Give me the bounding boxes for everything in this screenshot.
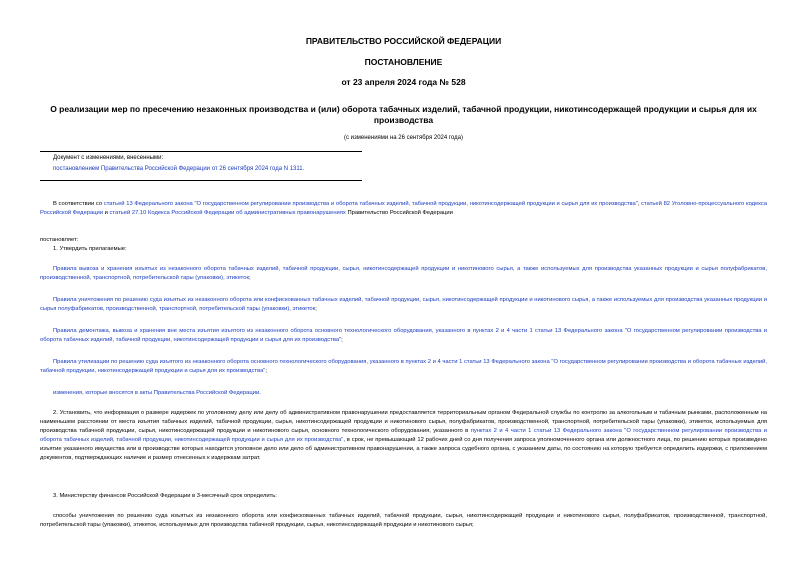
act-type-heading: ПОСТАНОВЛЕНИЕ [364,57,443,67]
amendments-link[interactable]: изменения, которые вносятся в акты Правительства Российской Федерации [53,390,260,396]
paragraph-2-text-b: , в срок, не превышающий 12 рабочих дней со дня получения запроса уполномоченного органа или должностного лица, по решению которых произведено изъятие указанного имущества или в производстве которых находится уголовное дело или дело об административном правонарушении, а также запроса судебного органа, с указанием даты, по состоянию на которую требуется определить издержки, с приложением документов, подтверждающих наличие и размер отнесенных к издержкам затрат. [40,437,767,461]
preamble-paragraph [40,200,767,218]
rules-item-3-end: ; [341,337,343,343]
admin-code-article-27-10-link[interactable]: статьей 27.10 Кодекса Российской Федерации об административных правонарушениях [109,210,346,216]
rules-item-1 [40,265,767,283]
law-article-13-link[interactable]: статьей 13 Федерального закона "О государственном регулировании производства и оборота табачных изделий, табачной продукции, никотинсодержащей продукции и сырья для их производства" [103,201,638,207]
preamble-and: и [103,210,110,216]
rules-item-2-end: ; [315,306,317,312]
rules-item-4 [40,358,767,376]
rules-item-5-end: . [259,390,261,396]
preamble-separator: , [637,201,642,207]
rules-item-2 [40,296,767,314]
paragraph-3-item-a: способы уничтожения по решению суда изъятых из незаконного оборота или конфискованных табачных изделий, табачной продукции, сырья, никотинсодержащей продукции и никотинового сырья, полуфабрикатов, производственной, транспортной, потребительской тары (упаковки), этикеток, используемых для производства табачной продукции, сырья, никотинсодержащей продукции и никотинового сырья; [40,513,767,528]
rules-item-4-end: ; [265,368,267,374]
amended-note: (с изменениями на 26 сентября 2024 года) [344,135,463,141]
divider-bottom [40,180,362,181]
rules-storage-link[interactable]: Правила вывоза и хранения изъятых из незаконного оборота табачных изделий, табачной продукции, сырья, никотинсодержащей продукции и никотинового сырья, а также используемых для производства указанных продукции и сырья полуфабрикатов, производственной, транспортной, потребительской тары (упаковки), этикеток [40,266,767,281]
law-points-2-4-link[interactable]: пунктах 2 и 4 части 1 статьи 13 Федерального закона "О государственном регулировании производства и оборота табачных изделий, табачной продукции, никотинсодержащей продукции и сырья для их производства" [40,428,767,443]
paragraph-2-text-a: 2. Установить, что информация о размере издержек по уголовному делу или делу об административном правонарушении предоставляется территориальным органом Федеральной службы по контролю за алкогольным и табачным рынками, расположенным на наименьшем расстоянии от места изъятия табачных изделий, табачной продукции, сырья, никотинсодержащей продукции и никотинового сырья, полуфабрикатов, производственной, транспортной, потребительской тары (упаковки), этикеток, используемых для производства табачной продукции, сырья, никотинсодержащей продукции и никотинового сырья, основного технологического оборудования, указанного в [40,410,767,434]
doc-info-label: Документ с изменениями, внесенными: [53,155,164,161]
paragraph-1: 1. Утвердить прилагаемые: [53,246,127,252]
paragraph-3: 3. Министерству финансов Российской Федерации в 3-месячный срок определить: [53,493,277,499]
resolves-text: постановляет: [40,237,79,243]
rules-item-3 [40,327,767,345]
rules-item-1-end: ; [249,275,251,281]
rules-destruction-link[interactable]: Правила уничтожения по решению суда изъятых из незаконного оборота или конфискованных табачных изделий, табачной продукции, сырья, никотинсодержащей продукции и никотинового сырья, а также используемых для производства указанных продукции и сырья полуфабрикатов, производственной, транспортной, потребительской тары (упаковки), этикеток [40,297,767,312]
rules-disposal-link[interactable]: Правила утилизации по решению суда изъятого из незаконного оборота основного технологического оборудования, указанного в пунктах 2 и 4 части 1 статьи 13 Федерального закона "О государственном регулировании производства и оборота табачных изделий, табачной продукции, никотинсодержащей продукции и сырья для их производства" [40,359,767,374]
preamble-text: В соответствии со [53,201,104,207]
rules-item-5 [40,389,767,398]
government-heading: ПРАВИТЕЛЬСТВО РОССИЙСКОЙ ФЕДЕРАЦИИ [305,36,502,46]
paragraph-2 [40,409,767,463]
preamble-end: Правительство Российской Федерации [345,210,453,216]
criminal-code-article-82-link[interactable]: статьей 82 Уголовно-процессуального кодекса Российской Федерации [40,201,767,216]
document-title: О реализации мер по пресечению незаконных производства и (или) оборота табачных изделий, табачной продукции, никотинсодержащей продукции и сырья для их производства [50,104,757,125]
date-number-heading: от 23 апреля 2024 года № 528 [341,77,466,87]
divider-top [40,151,362,152]
rules-dismantling-link[interactable]: Правила демонтажа, вывоза и хранения вне места изъятия изъятого из незаконного оборота основного технологического оборудования, указанного в пунктах 2 и 4 части 1 статьи 13 Федерального закона "О государственном регулировании производства и оборота табачных изделий, табачной продукции, никотинсодержащей продукции и сырья для их производства" [40,328,767,343]
amending-act-link[interactable]: постановлением Правительства Российской Федерации от 26 сентября 2024 года N 1311. [53,166,305,172]
